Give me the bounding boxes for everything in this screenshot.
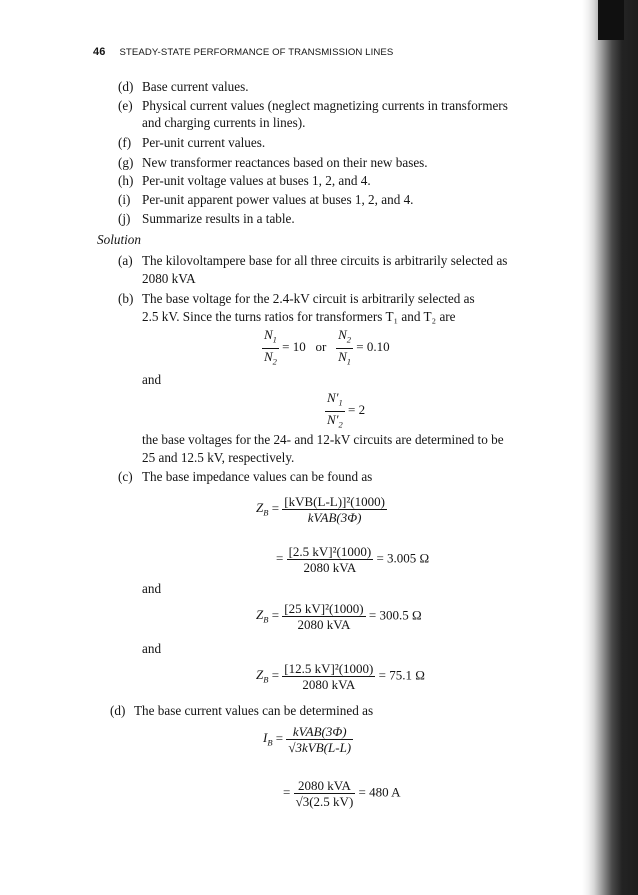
binding-dark-edge [598, 0, 624, 40]
fraction: $\frac{N_2}{N_1}$ [338, 327, 352, 367]
result-value: = 480 A [358, 784, 401, 800]
fraction [282, 601, 365, 632]
result-value: = 75.1 Ω [378, 667, 425, 683]
fraction [287, 544, 374, 575]
list-item [118, 173, 371, 189]
base-current-calc: = $\frac{\text{2080 kVA}}{√3(2.5 kV)}$ = 480 A [283, 778, 401, 809]
solution-b [118, 291, 475, 307]
solution-label: (c) [118, 469, 133, 484]
solution-text: The base current values can be determined as [134, 703, 374, 718]
list-item [118, 192, 413, 208]
list-item-label: (i) [118, 192, 131, 207]
solution-label: (b) [118, 291, 134, 306]
solution-c [118, 469, 372, 485]
list-item [118, 79, 249, 95]
list-item [118, 211, 295, 227]
list-item-label: (e) [118, 98, 133, 113]
base-impedance-calc-2: $Z_B$ = $\frac{\text{[25 kV]²(1000)}}{\text{2080 kVA}}$ = 300.5 Ω [256, 601, 422, 632]
ratio-value: = 2 [348, 402, 366, 418]
solution-d [110, 703, 373, 719]
fraction: $\frac{N_1}{N_2}$ [264, 327, 277, 367]
list-item-label: (h) [118, 173, 134, 188]
or-word: or [315, 339, 327, 355]
fraction-numerator: kVAB(3Φ) [286, 724, 353, 740]
list-item-text: Per-unit current values. [142, 135, 266, 150]
list-item-text: Base current values. [142, 79, 249, 94]
list-item-label: (f) [118, 135, 132, 150]
base-impedance-formula: $Z_B$ = $\frac{\text{[kVB(L-L)]²(1000)}}{\text{kVAB(3Φ)}}$ [256, 494, 385, 525]
list-item-label: (j) [118, 211, 131, 226]
book-binding-shadow [582, 0, 638, 895]
ratio-value: = 0.10 [356, 339, 390, 355]
fraction [294, 778, 356, 809]
list-item [118, 155, 428, 171]
list-item [118, 135, 265, 151]
turns-ratio-equation-2 [325, 390, 365, 432]
and-word: and [142, 581, 162, 596]
fraction [282, 494, 387, 525]
fraction: $\frac{N'_1}{N'_2}$ [327, 390, 343, 430]
page-number: 46 [93, 46, 106, 58]
running-header [93, 46, 393, 58]
list-item-text: Per-unit apparent power values at buses 1, 2, and 4. [142, 192, 414, 207]
fraction-numerator: 2080 kVA [294, 778, 356, 794]
fraction-numerator: [25 kV]²(1000) [284, 601, 364, 616]
base-current-formula: $I_B$ = $\frac{\text{kVAB(3Φ)}}{\text{√3kVB(L-L)}}$ [263, 724, 352, 755]
solution-label: (d) [110, 703, 126, 718]
and-word: and [142, 372, 162, 387]
base-impedance-calc-3: $Z_B$ = $\frac{\text{[12.5 kV]²(1000)}}{\text{2080 kVA}}$ = 75.1 Ω [256, 661, 425, 692]
solution-text: The kilovoltampere base for all three circuits is arbitrarily selected as [142, 253, 508, 268]
solution-heading: Solution [97, 232, 141, 247]
fraction-numerator: [2.5 kV]²(1000) [288, 544, 372, 559]
list-item [118, 98, 508, 114]
solution-b-cont: 2.5 kV. Since the turns ratios for transformers T₁ and T₂ are [142, 309, 456, 324]
list-item-label: (d) [118, 79, 134, 94]
fraction-denominator: 2080 kVA [302, 677, 356, 692]
running-title: STEADY-STATE PERFORMANCE OF TRANSMISSION LINES [119, 47, 394, 58]
and-word: and [142, 641, 162, 656]
solution-text: The base impedance values can be found as [142, 469, 373, 484]
fraction-numerator: [12.5 kV]²(1000) [284, 661, 374, 676]
turns-ratio-equation [262, 327, 390, 369]
fraction-denominator: 2080 kVA [303, 560, 357, 575]
list-item-text: Per-unit voltage values at buses 1, 2, and 4. [142, 173, 371, 188]
fraction-numerator: [kVB(L-L)]²(1000) [284, 494, 385, 509]
solution-b-cont: the base voltages for the 24- and 12-kV circuits are determined to be [142, 432, 504, 447]
solution-label: (a) [118, 253, 133, 268]
fraction [282, 661, 375, 692]
fraction-denominator: √3(2.5 kV) [295, 794, 354, 809]
fraction-denominator: 2080 kVA [297, 617, 351, 632]
solution-b-cont: 25 and 12.5 kV, respectively. [142, 450, 295, 465]
list-item-label: (g) [118, 155, 134, 170]
base-impedance-calc-1: = $\frac{\text{[2.5 kV]²(1000)}}{\text{2080 kVA}}$ = 3.005 Ω [276, 544, 430, 575]
result-value: = 3.005 Ω [376, 550, 430, 566]
solution-a [118, 253, 507, 269]
solution-a-cont: 2080 kVA [142, 271, 196, 286]
list-item-text: New transformer reactances based on their new bases. [142, 155, 428, 170]
result-value: = 300.5 Ω [368, 607, 422, 623]
solution-text: The base voltage for the 2.4-kV circuit is arbitrarily selected as [142, 291, 475, 306]
fraction-denominator: √3kVB(L-L) [288, 740, 352, 755]
list-item-continuation: and charging currents in lines). [142, 115, 306, 130]
ratio-value: = 10 [282, 339, 306, 355]
fraction [286, 724, 353, 755]
list-item-text: Physical current values (neglect magnetizing currents in transformers [142, 98, 508, 113]
list-item-text: Summarize results in a table. [142, 211, 295, 226]
fraction-denominator: kVAB(3Φ) [307, 510, 362, 525]
